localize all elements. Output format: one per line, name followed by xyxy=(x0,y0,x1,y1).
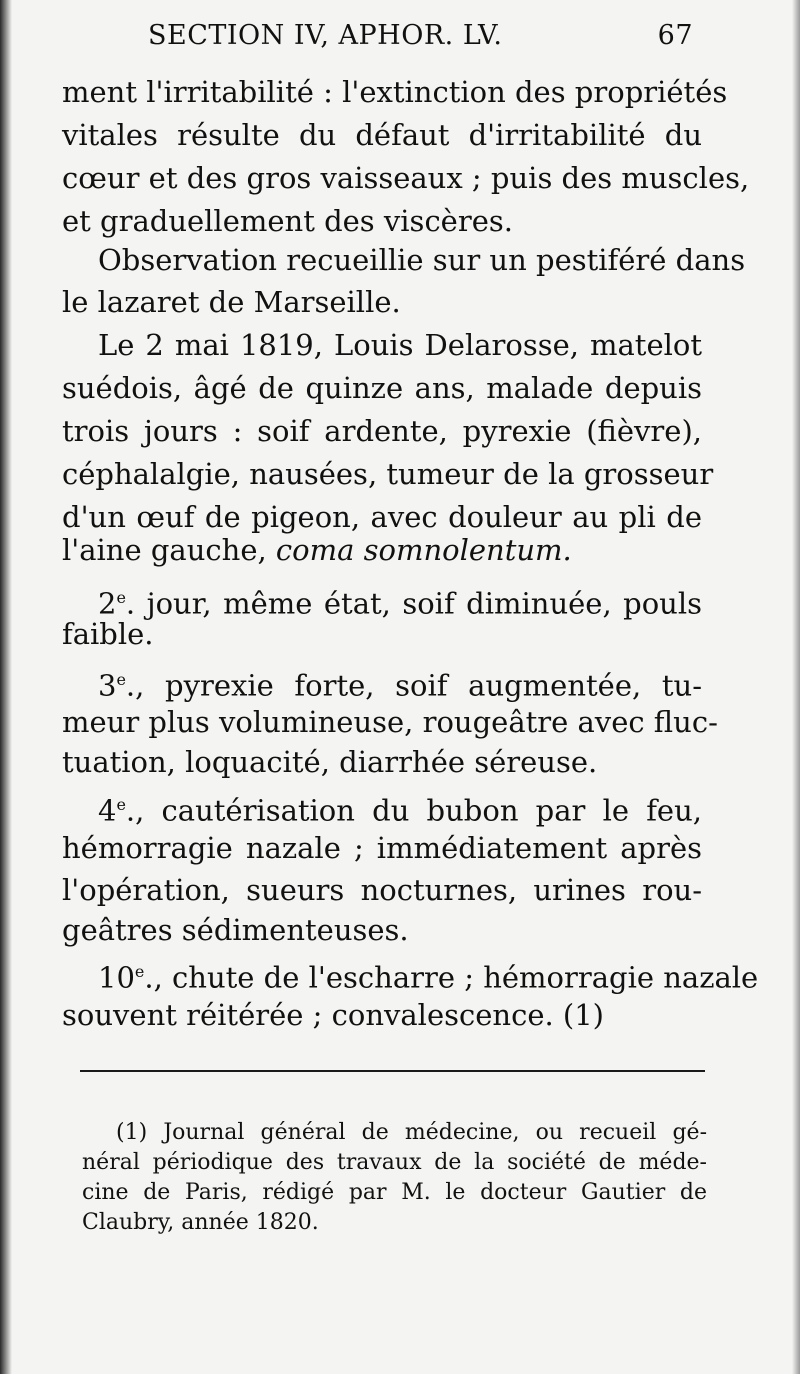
text-line: hémorragie nazale ; immédiatement après xyxy=(62,831,702,865)
page-number: 67 xyxy=(657,20,693,51)
page-edge-shadow-right xyxy=(792,0,800,1374)
text-span: ., chute de l'escharre ; hémorragie nazale xyxy=(144,960,759,995)
text-line: Le 2 mai 1819, Louis Delarosse, matelot xyxy=(98,328,702,362)
text-span: l'aine gauche, xyxy=(62,533,267,567)
running-title: SECTION IV, APHOR. LV. xyxy=(148,20,503,51)
text-line: ment l'irritabilité : l'extinction des propriétés xyxy=(62,75,728,109)
text-line xyxy=(98,660,702,706)
italic-term: coma somnolentum. xyxy=(275,533,572,567)
text-line: geâtres sédimenteuses. xyxy=(62,913,409,947)
ordinal-suffix: e xyxy=(134,962,145,981)
day-number: 3 xyxy=(98,668,117,703)
text-line: suédois, âgé de quinze ans, malade depuis xyxy=(62,371,702,405)
ordinal-suffix: e xyxy=(116,588,126,607)
text-line: tuation, loquacité, diarrhée séreuse. xyxy=(62,745,598,779)
text-line: d'un œuf de pigeon, avec douleur au pli de xyxy=(62,500,702,534)
footnote-rule xyxy=(80,1070,705,1072)
text-span: ., pyrexie forte, soif augmentée, tu- xyxy=(125,668,702,703)
page-header xyxy=(148,20,693,51)
page-edge-shadow-left xyxy=(0,0,12,1374)
footnote-line: cine de Paris, rédigé par M. le docteur Gautier de xyxy=(82,1180,707,1205)
text-line: et graduellement des viscères. xyxy=(62,204,513,238)
ordinal-suffix: e xyxy=(116,670,126,689)
text-line: l'opération, sueurs nocturnes, urines rou- xyxy=(62,873,702,907)
footnote-line: Claubry, année 1820. xyxy=(82,1210,319,1235)
text-line: meur plus volumineuse, rougeâtre avec fluc- xyxy=(62,705,718,739)
text-line xyxy=(62,530,702,570)
text-line: souvent réitérée ; convalescence. (1) xyxy=(62,998,604,1032)
text-line xyxy=(98,952,759,998)
text-span: . jour, même état, soif diminuée, pouls xyxy=(125,586,702,621)
text-line: le lazaret de Marseille. xyxy=(62,285,401,319)
text-span: ., cautérisation du bubon par le feu, xyxy=(125,793,702,828)
text-line: céphalalgie, nausées, tumeur de la grosseur xyxy=(62,457,714,491)
day-number: 10 xyxy=(98,960,135,995)
text-line: Observation recueillie sur un pestiféré dans xyxy=(98,243,746,277)
text-line: faible. xyxy=(62,617,154,651)
day-number: 2 xyxy=(98,586,117,621)
footnote-line: (1) Journal général de médecine, ou recueil gé- xyxy=(116,1120,707,1145)
text-line: vitales résulte du défaut d'irritabilité du xyxy=(62,118,702,152)
footnote-line: néral périodique des travaux de la société de méde- xyxy=(82,1150,707,1175)
text-line: cœur et des gros vaisseaux ; puis des muscles, xyxy=(62,161,750,195)
day-number: 4 xyxy=(98,793,117,828)
text-line xyxy=(98,785,702,831)
text-line: trois jours : soif ardente, pyrexie (fièvre), xyxy=(62,414,702,448)
ordinal-suffix: e xyxy=(116,795,126,814)
